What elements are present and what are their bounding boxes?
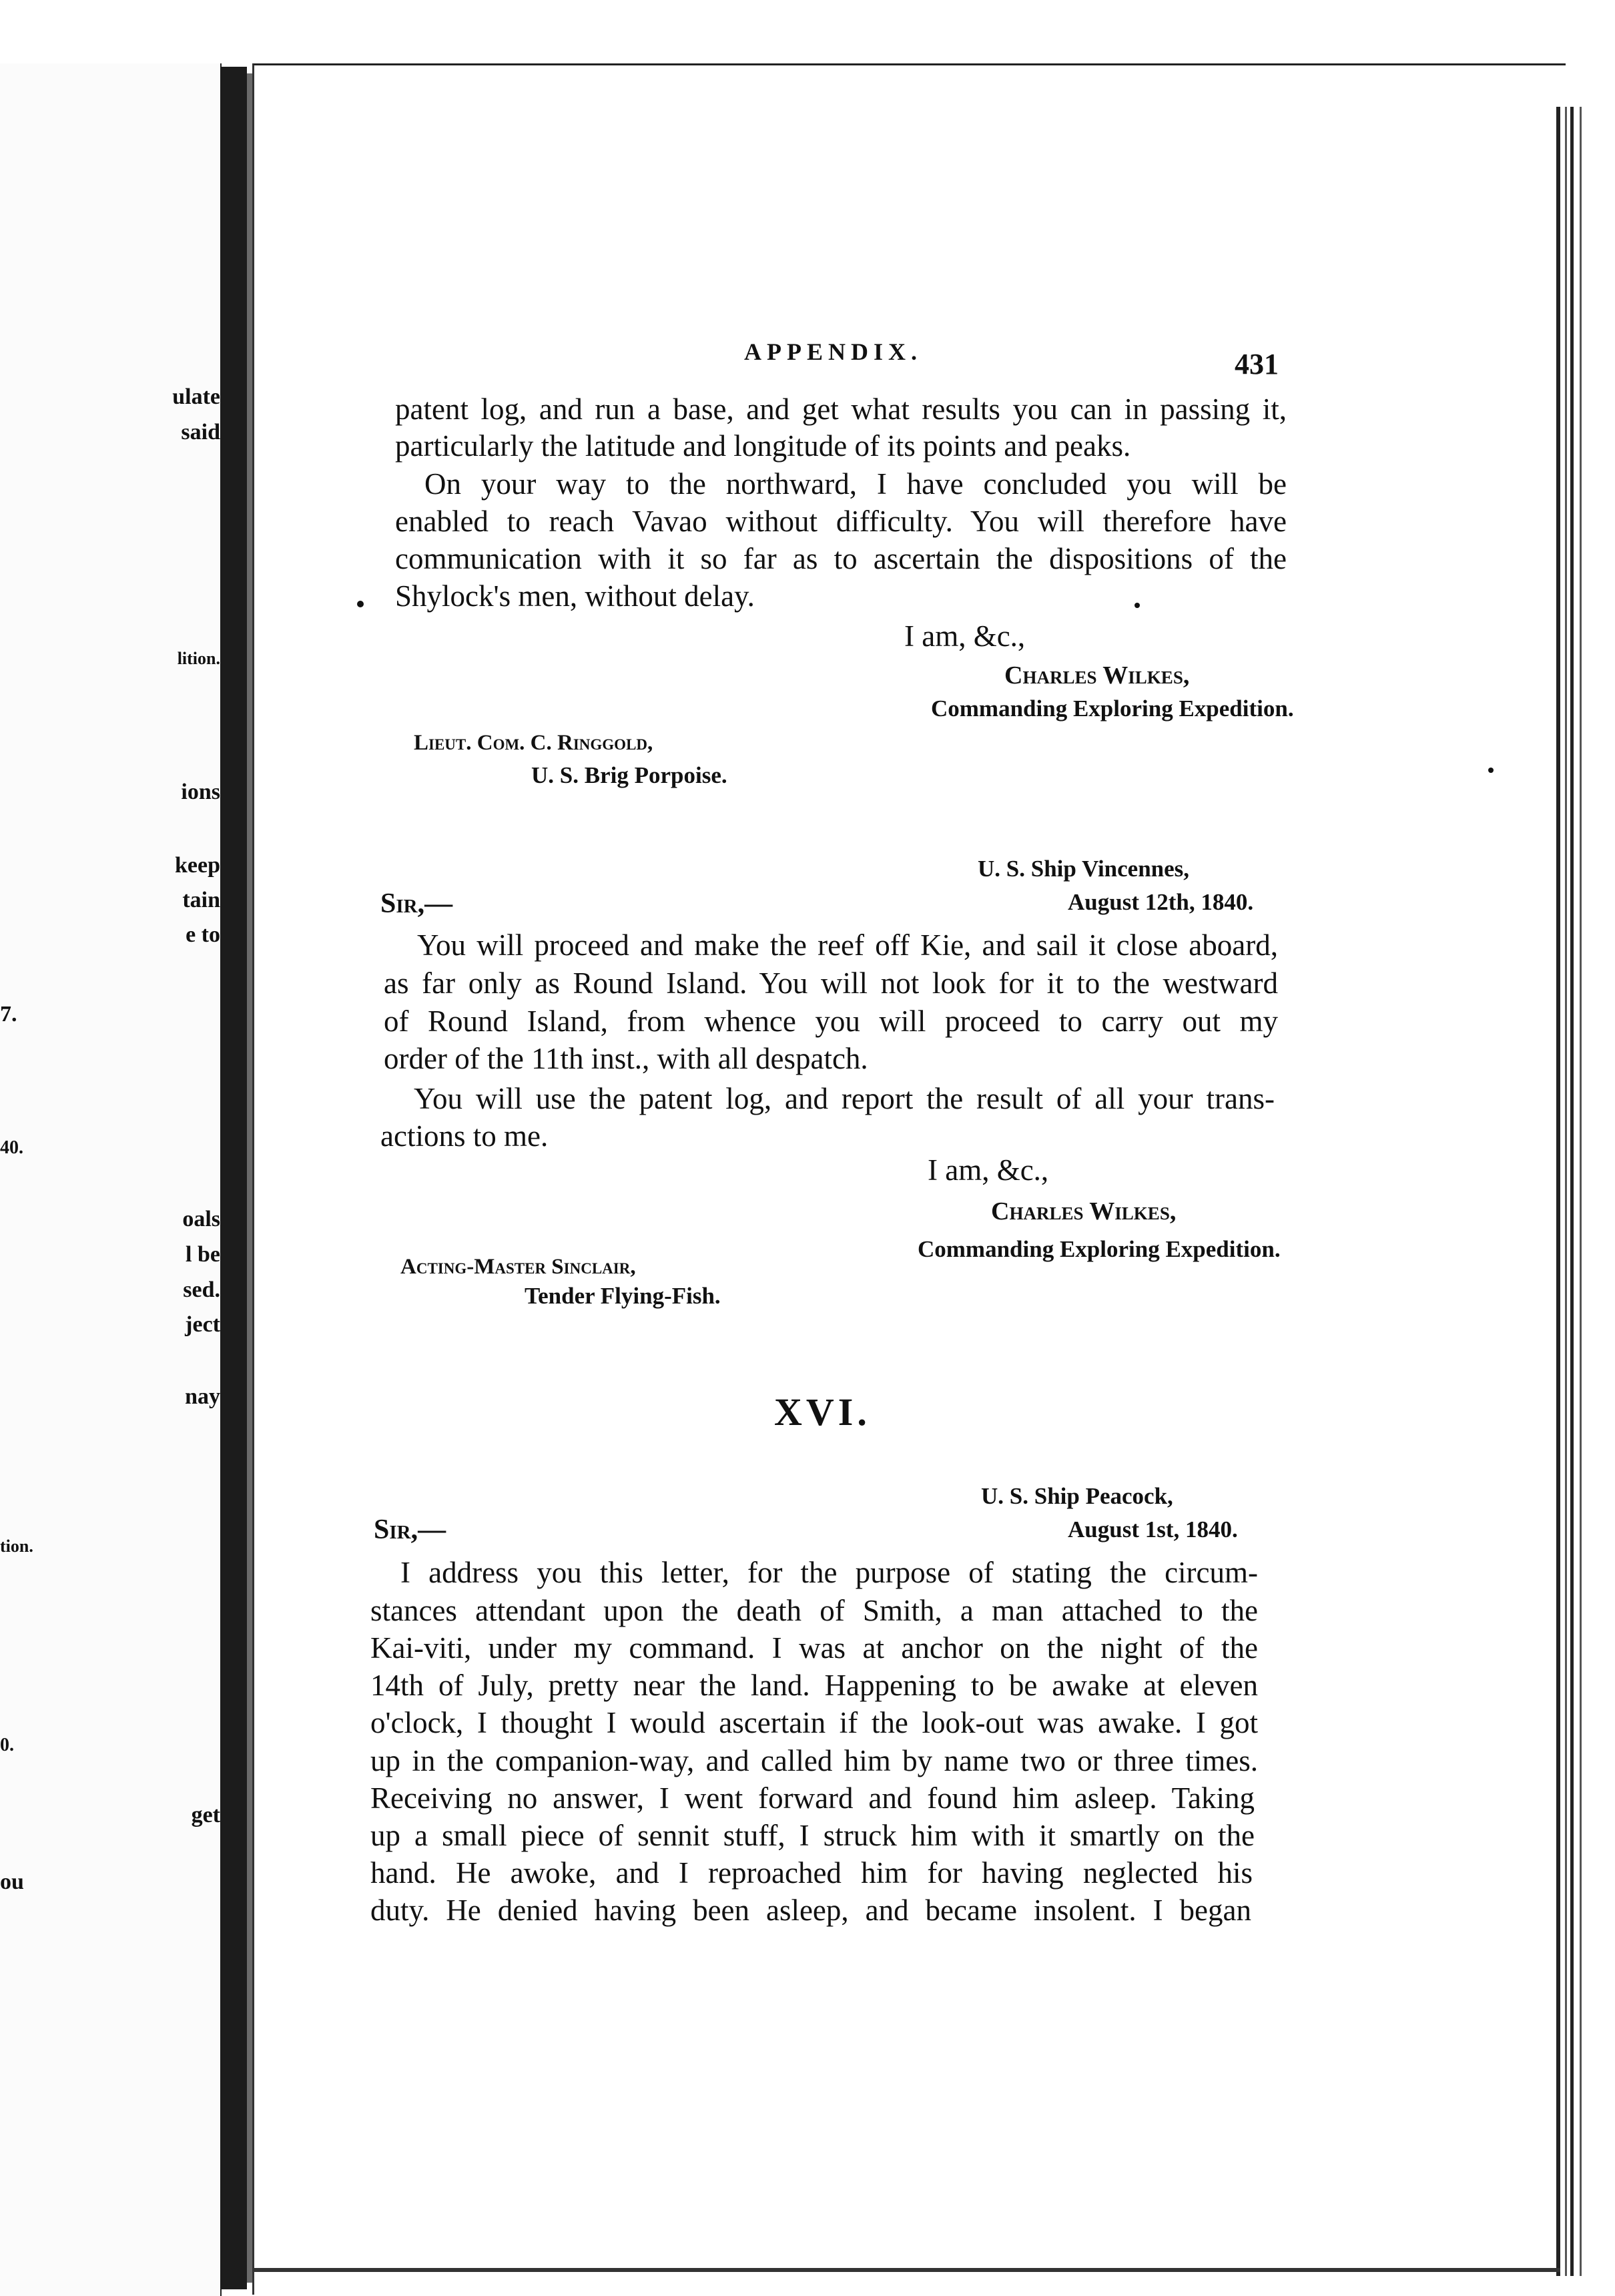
left-fragment: l be <box>186 1242 220 1267</box>
left-fragment: ject <box>185 1312 220 1337</box>
left-fragment: keep <box>175 853 220 878</box>
left-fragment: said <box>181 420 220 445</box>
paragraph-line: stances attendant upon the death of Smith, a man attached to the <box>370 1594 1258 1627</box>
paragraph-line: enabled to reach Vavao without difficulty. You will therefore have <box>395 505 1287 538</box>
paragraph-line: Shylock's men, without delay. <box>395 579 755 613</box>
paragraph-line: actions to me. <box>380 1119 549 1153</box>
left-fragment: ulate <box>172 384 220 409</box>
addressee-ship: Tender Flying-Fish. <box>525 1283 721 1309</box>
paragraph-line: hand. He awoke, and I reproached him for having neglected his <box>370 1856 1253 1890</box>
paragraph-line: particularly the latitude and longitude of its points and peaks. <box>395 429 1131 463</box>
addressee-ship: U. S. Brig Porpoise. <box>531 762 727 788</box>
salutation: Sir,— <box>374 1514 446 1545</box>
section-heading: XVI. <box>774 1390 871 1434</box>
page-number: 431 <box>1235 348 1279 380</box>
paragraph-line: I address you this letter, for the purpose of stating the circum- <box>400 1556 1258 1589</box>
addressee-name: Lieut. Com. C. Ringgold, <box>414 731 653 755</box>
left-fragment: 0. <box>0 1735 14 1755</box>
letter-closing: I am, &c., <box>904 619 1026 653</box>
left-fragment: lition. <box>177 649 220 668</box>
left-fragment: tain <box>182 888 220 912</box>
letter-date: August 1st, 1840. <box>1068 1516 1238 1542</box>
left-fragment: nay <box>185 1384 220 1409</box>
paragraph-line: up in the companion-way, and called him by name two or three times. <box>370 1744 1258 1777</box>
paragraph-line: of Round Island, from whence you will proceed to carry out my <box>384 1005 1278 1038</box>
page-edge-bottom <box>252 2268 1560 2272</box>
signer-title: Commanding Exploring Expedition. <box>931 695 1294 722</box>
paragraph-line: 14th of July, pretty near the land. Happening to be awake at eleven <box>370 1669 1258 1702</box>
left-fragment: get <box>191 1803 220 1827</box>
paragraph-line: On your way to the northward, I have concluded you will be <box>424 467 1287 501</box>
ink-speck <box>357 601 364 607</box>
letter-place: U. S. Ship Vincennes, <box>978 856 1190 882</box>
paragraph-line: Receiving no answer, I went forward and found him asleep. Taking <box>370 1781 1255 1815</box>
left-fragment: sed. <box>183 1277 220 1302</box>
letter-place: U. S. Ship Peacock, <box>981 1483 1173 1509</box>
left-fragment: ou <box>0 1870 24 1894</box>
left-facing-page <box>0 63 222 2296</box>
left-fragment: e to <box>186 922 220 947</box>
left-fragment: 7. <box>0 1002 17 1027</box>
left-fragment: tion. <box>0 1536 33 1556</box>
page-edge-right-3 <box>1570 107 1574 2276</box>
paragraph-line: communication with it so far as to ascertain the dispositions of the <box>395 542 1287 575</box>
paragraph-line: up a small piece of sennit stuff, I struck him with it smartly on the <box>370 1819 1255 1852</box>
ink-speck <box>1488 768 1494 773</box>
paragraph-line: o'clock, I thought I would ascertain if the look-out was awake. I got <box>370 1706 1258 1739</box>
paragraph-line: Kai-viti, under my command. I was at anchor on the night of the <box>370 1631 1258 1665</box>
left-fragment: oals <box>182 1207 220 1231</box>
signer-title: Commanding Exploring Expedition. <box>918 1236 1281 1262</box>
left-fragment: 40. <box>0 1137 23 1158</box>
page-edge-right <box>1556 107 1560 2276</box>
salutation: Sir,— <box>380 888 453 919</box>
letter-closing: I am, &c., <box>928 1153 1049 1187</box>
paragraph-line: You will proceed and make the reef off Kie, and sail it close aboard, <box>417 928 1278 962</box>
paragraph-line: You will use the patent log, and report the result of all your trans- <box>414 1082 1275 1115</box>
paragraph-line: order of the 11th inst., with all despatch. <box>384 1042 868 1075</box>
paragraph-line: as far only as Round Island. You will not look for it to the westward <box>384 966 1278 1000</box>
page-edge-right-4 <box>1580 107 1582 2276</box>
book-gutter <box>220 67 247 2289</box>
gutter-edge <box>247 73 252 2283</box>
addressee-name: Acting-Master Sinclair, <box>400 1255 636 1279</box>
page-edge-right-2 <box>1565 107 1567 2276</box>
signer-name: Charles Wilkes, <box>991 1197 1177 1225</box>
paragraph-line: duty. He denied having been asleep, and became insolent. I began <box>370 1894 1251 1927</box>
running-header: APPENDIX. <box>744 338 922 365</box>
left-fragment: ions <box>181 780 220 804</box>
signer-name: Charles Wilkes, <box>1004 661 1190 689</box>
letter-date: August 12th, 1840. <box>1068 889 1254 915</box>
ink-speck <box>1135 603 1140 608</box>
paragraph-line: patent log, and run a base, and get what results you can in passing it, <box>395 392 1287 426</box>
